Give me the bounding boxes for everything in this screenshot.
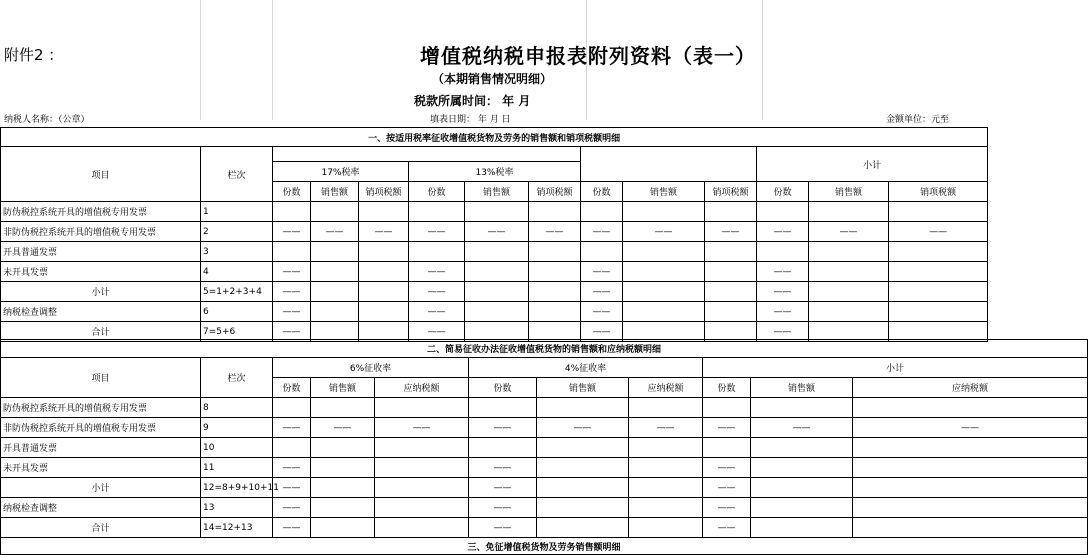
- dash-cell: ——: [273, 458, 311, 478]
- dash-cell: ——: [273, 282, 311, 302]
- input-cell[interactable]: [359, 242, 409, 262]
- row-line-number: 10: [201, 438, 273, 458]
- subtotal-group-header: 小计: [757, 147, 988, 182]
- input-cell[interactable]: [581, 242, 623, 262]
- row-item-label: 小计: [1, 478, 201, 498]
- attachment-label: 附件2 ：: [4, 46, 64, 64]
- input-cell[interactable]: [529, 202, 581, 222]
- dash-cell: ——: [757, 322, 809, 342]
- tax-period: 税款所属时间： 年 月: [414, 94, 531, 108]
- input-cell[interactable]: [853, 498, 1088, 518]
- input-cell[interactable]: [359, 262, 409, 282]
- sheet-gridline: [200, 0, 201, 120]
- dash-cell: ——: [757, 222, 809, 242]
- dash-cell: ——: [273, 302, 311, 322]
- input-cell[interactable]: [529, 262, 581, 282]
- row-line-number: 13: [201, 498, 273, 518]
- input-cell[interactable]: [311, 478, 375, 498]
- row-line-number: 8: [201, 398, 273, 418]
- input-cell[interactable]: [705, 282, 757, 302]
- dash-cell: ——: [537, 418, 629, 438]
- row-line-number: 6: [201, 302, 273, 322]
- input-cell[interactable]: [311, 458, 375, 478]
- row-line-number: 3: [201, 242, 273, 262]
- input-cell[interactable]: [359, 282, 409, 302]
- dash-cell: ——: [409, 282, 465, 302]
- input-cell[interactable]: [703, 398, 751, 418]
- input-cell[interactable]: [889, 282, 988, 302]
- sub-col-header: 销售额: [537, 378, 629, 398]
- dash-cell: ——: [469, 478, 537, 498]
- blank-group-header: [581, 147, 757, 182]
- sub-col-header: 销售额: [809, 182, 889, 202]
- dash-cell: ——: [703, 458, 751, 478]
- dash-cell: ——: [581, 262, 623, 282]
- input-cell[interactable]: [375, 518, 469, 538]
- row-line-number: 9: [201, 418, 273, 438]
- table-row: [1, 518, 1088, 538]
- row-item-label: 合计: [1, 518, 201, 538]
- input-cell[interactable]: [629, 518, 703, 538]
- table-row: [1, 398, 1088, 418]
- table-row: [1, 478, 1088, 498]
- input-cell[interactable]: [629, 498, 703, 518]
- sub-col-header: 销项税额: [889, 182, 988, 202]
- rate4-header: 4%征收率: [469, 358, 703, 378]
- input-cell[interactable]: [809, 282, 889, 302]
- input-cell[interactable]: [375, 438, 469, 458]
- dash-cell: ——: [581, 282, 623, 302]
- input-cell[interactable]: [751, 498, 853, 518]
- input-cell[interactable]: [465, 302, 529, 322]
- table-row: [1, 282, 988, 302]
- input-cell[interactable]: [409, 202, 465, 222]
- row-line-number: 7=5+6: [201, 322, 273, 342]
- input-cell[interactable]: [889, 302, 988, 322]
- input-cell[interactable]: [469, 438, 537, 458]
- table-row: [1, 262, 988, 282]
- row-item-label: 纳税检查调整: [1, 498, 201, 518]
- section3-title: 三、免征增值税货物及劳务销售额明细: [1, 538, 1088, 555]
- dash-cell: ——: [469, 418, 537, 438]
- input-cell[interactable]: [705, 302, 757, 322]
- table-row: [1, 202, 988, 222]
- row-line-number: 4: [201, 262, 273, 282]
- input-cell[interactable]: [359, 302, 409, 322]
- dash-cell: ——: [703, 418, 751, 438]
- input-cell[interactable]: [581, 202, 623, 222]
- input-cell[interactable]: [629, 438, 703, 458]
- input-cell[interactable]: [529, 302, 581, 322]
- input-cell[interactable]: [311, 498, 375, 518]
- dash-cell: ——: [853, 418, 1088, 438]
- sub-col-header: 销项税额: [529, 182, 581, 202]
- sub-col-header: 销售额: [311, 378, 375, 398]
- dash-cell: ——: [581, 222, 623, 242]
- input-cell[interactable]: [623, 302, 705, 322]
- input-cell[interactable]: [465, 262, 529, 282]
- input-cell[interactable]: [529, 242, 581, 262]
- sub-col-header: 份数: [469, 378, 537, 398]
- dash-cell: ——: [273, 518, 311, 538]
- input-cell[interactable]: [705, 262, 757, 282]
- input-cell[interactable]: [273, 242, 311, 262]
- input-cell[interactable]: [757, 202, 809, 222]
- sub-col-header: 份数: [409, 182, 465, 202]
- input-cell[interactable]: [853, 458, 1088, 478]
- input-cell[interactable]: [809, 202, 889, 222]
- input-cell[interactable]: [375, 398, 469, 418]
- input-cell[interactable]: [809, 302, 889, 322]
- input-cell[interactable]: [537, 398, 629, 418]
- section2-title: 二、简易征收办法征收增值税货物的销售额和应纳税额明细: [1, 340, 1088, 358]
- sub-col-header: 应纳税额: [375, 378, 469, 398]
- input-cell[interactable]: [537, 498, 629, 518]
- input-cell[interactable]: [623, 202, 705, 222]
- table-row: [1, 438, 1088, 458]
- table-row: [1, 242, 988, 262]
- sheet-gridline: [272, 0, 273, 120]
- sub-col-header: 销售额: [623, 182, 705, 202]
- input-cell[interactable]: [311, 202, 359, 222]
- dash-cell: ——: [757, 302, 809, 322]
- dash-cell: ——: [705, 222, 757, 242]
- section1-title: 一、按适用税率征收增值税货物及劳务的销售额和销项税额明细: [1, 128, 988, 147]
- input-cell[interactable]: [629, 458, 703, 478]
- dash-cell: ——: [273, 478, 311, 498]
- sub-col-header: 应纳税额: [629, 378, 703, 398]
- row-line-number: 1: [201, 202, 273, 222]
- input-cell[interactable]: [469, 398, 537, 418]
- input-cell[interactable]: [529, 282, 581, 302]
- fill-date-label: 填表日期： 年 月 日: [430, 115, 511, 125]
- dash-cell: ——: [273, 222, 311, 242]
- row-line-number: 2: [201, 222, 273, 242]
- input-cell[interactable]: [751, 438, 853, 458]
- input-cell[interactable]: [853, 438, 1088, 458]
- dash-cell: ——: [581, 302, 623, 322]
- table-row: [1, 418, 1088, 438]
- input-cell[interactable]: [853, 518, 1088, 538]
- row-item-label: 开具普通发票: [1, 438, 201, 458]
- input-cell[interactable]: [705, 242, 757, 262]
- input-cell[interactable]: [623, 282, 705, 302]
- row-item-label: 纳税检查调整: [1, 302, 201, 322]
- row-item-label: 合计: [1, 322, 201, 342]
- row-line-number: 11: [201, 458, 273, 478]
- sub-col-header: 销售额: [465, 182, 529, 202]
- dash-cell: ——: [359, 222, 409, 242]
- input-cell[interactable]: [409, 242, 465, 262]
- dash-cell: ——: [273, 262, 311, 282]
- dash-cell: ——: [703, 478, 751, 498]
- input-cell[interactable]: [809, 262, 889, 282]
- dash-cell: ——: [623, 222, 705, 242]
- input-cell[interactable]: [359, 202, 409, 222]
- dash-cell: ——: [409, 322, 465, 342]
- input-cell[interactable]: [465, 282, 529, 302]
- dash-cell: ——: [703, 498, 751, 518]
- dash-cell: ——: [273, 498, 311, 518]
- col-item-header: 项目: [1, 147, 201, 202]
- blank-cell: [273, 147, 581, 162]
- input-cell[interactable]: [311, 438, 375, 458]
- input-cell[interactable]: [629, 398, 703, 418]
- input-cell[interactable]: [465, 242, 529, 262]
- input-cell[interactable]: [537, 438, 629, 458]
- table-row: [1, 302, 988, 322]
- dash-cell: ——: [409, 222, 465, 242]
- sub-col-header: 销项税额: [705, 182, 757, 202]
- section1-table: [0, 127, 988, 342]
- input-cell[interactable]: [751, 518, 853, 538]
- input-cell[interactable]: [751, 458, 853, 478]
- input-cell[interactable]: [537, 458, 629, 478]
- input-cell[interactable]: [375, 498, 469, 518]
- input-cell[interactable]: [311, 262, 359, 282]
- dash-cell: ——: [273, 418, 311, 438]
- dash-cell: ——: [889, 222, 988, 242]
- dash-cell: ——: [809, 222, 889, 242]
- input-cell[interactable]: [273, 438, 311, 458]
- dash-cell: ——: [751, 418, 853, 438]
- dash-cell: ——: [311, 222, 359, 242]
- input-cell[interactable]: [273, 398, 311, 418]
- dash-cell: ——: [409, 262, 465, 282]
- row-item-label: 小计: [1, 282, 201, 302]
- col-line-header: 栏次: [201, 147, 273, 202]
- input-cell[interactable]: [889, 262, 988, 282]
- table-row: [1, 498, 1088, 518]
- input-cell[interactable]: [889, 202, 988, 222]
- dash-cell: ——: [469, 498, 537, 518]
- dash-cell: ——: [469, 458, 537, 478]
- sub-col-header: 份数: [703, 378, 751, 398]
- dash-cell: ——: [703, 518, 751, 538]
- section2-table: [0, 339, 1088, 555]
- dash-cell: ——: [311, 418, 375, 438]
- rate13-header: 13%税率: [409, 162, 581, 182]
- sub-col-header: 销项税额: [359, 182, 409, 202]
- row-line-number: 12=8+9+10+11: [201, 478, 273, 498]
- rate17-header: 17%税率: [273, 162, 409, 182]
- dash-cell: ——: [529, 222, 581, 242]
- input-cell[interactable]: [703, 438, 751, 458]
- subtotal-group-header: 小计: [703, 358, 1088, 378]
- row-item-label: 未开具发票: [1, 458, 201, 478]
- row-line-number: 5=1+2+3+4: [201, 282, 273, 302]
- table-row: [1, 458, 1088, 478]
- input-cell[interactable]: [273, 202, 311, 222]
- sub-col-header: 份数: [581, 182, 623, 202]
- taxpayer-name-label: 纳税人名称：（公章）: [4, 115, 90, 125]
- sub-col-header: 份数: [273, 378, 311, 398]
- sub-col-header: 份数: [273, 182, 311, 202]
- row-item-label: 非防伪税控系统开具的增值税专用发票: [1, 418, 201, 438]
- input-cell[interactable]: [853, 478, 1088, 498]
- dash-cell: ——: [409, 302, 465, 322]
- input-cell[interactable]: [311, 302, 359, 322]
- page-title: 增值税纳税申报表附列资料（表一）: [420, 44, 756, 68]
- input-cell[interactable]: [375, 478, 469, 498]
- input-cell[interactable]: [853, 398, 1088, 418]
- sub-col-header: 销售额: [751, 378, 853, 398]
- input-cell[interactable]: [311, 242, 359, 262]
- sub-col-header: 销售额: [311, 182, 359, 202]
- input-cell[interactable]: [809, 242, 889, 262]
- input-cell[interactable]: [751, 478, 853, 498]
- input-cell[interactable]: [629, 478, 703, 498]
- dash-cell: ——: [465, 222, 529, 242]
- dash-cell: ——: [273, 322, 311, 342]
- dash-cell: ——: [581, 322, 623, 342]
- col-line-header: 栏次: [201, 358, 273, 398]
- amount-unit-label: 金额单位：元至: [886, 115, 950, 125]
- input-cell[interactable]: [537, 478, 629, 498]
- input-cell[interactable]: [623, 262, 705, 282]
- row-item-label: 未开具发票: [1, 262, 201, 282]
- row-item-label: 防伪税控系统开具的增值税专用发票: [1, 398, 201, 418]
- table-row: [1, 222, 988, 242]
- sub-col-header: 应纳税额: [853, 378, 1088, 398]
- rate6-header: 6%征收率: [273, 358, 469, 378]
- input-cell[interactable]: [705, 202, 757, 222]
- row-item-label: 防伪税控系统开具的增值税专用发票: [1, 202, 201, 222]
- col-item-header: 项目: [1, 358, 201, 398]
- input-cell[interactable]: [311, 518, 375, 538]
- input-cell[interactable]: [465, 202, 529, 222]
- dash-cell: ——: [757, 282, 809, 302]
- input-cell[interactable]: [623, 242, 705, 262]
- row-item-label: 非防伪税控系统开具的增值税专用发票: [1, 222, 201, 242]
- sub-col-header: 份数: [757, 182, 809, 202]
- dash-cell: ——: [629, 418, 703, 438]
- dash-cell: ——: [375, 418, 469, 438]
- page-subtitle: （本期销售情况明细）: [432, 72, 553, 86]
- dash-cell: ——: [757, 262, 809, 282]
- input-cell[interactable]: [889, 242, 988, 262]
- input-cell[interactable]: [311, 398, 375, 418]
- row-line-number: 14=12+13: [201, 518, 273, 538]
- input-cell[interactable]: [375, 458, 469, 478]
- input-cell[interactable]: [537, 518, 629, 538]
- dash-cell: ——: [469, 518, 537, 538]
- input-cell[interactable]: [751, 398, 853, 418]
- input-cell[interactable]: [311, 282, 359, 302]
- row-item-label: 开具普通发票: [1, 242, 201, 262]
- sheet-gridline: [762, 0, 763, 120]
- input-cell[interactable]: [757, 242, 809, 262]
